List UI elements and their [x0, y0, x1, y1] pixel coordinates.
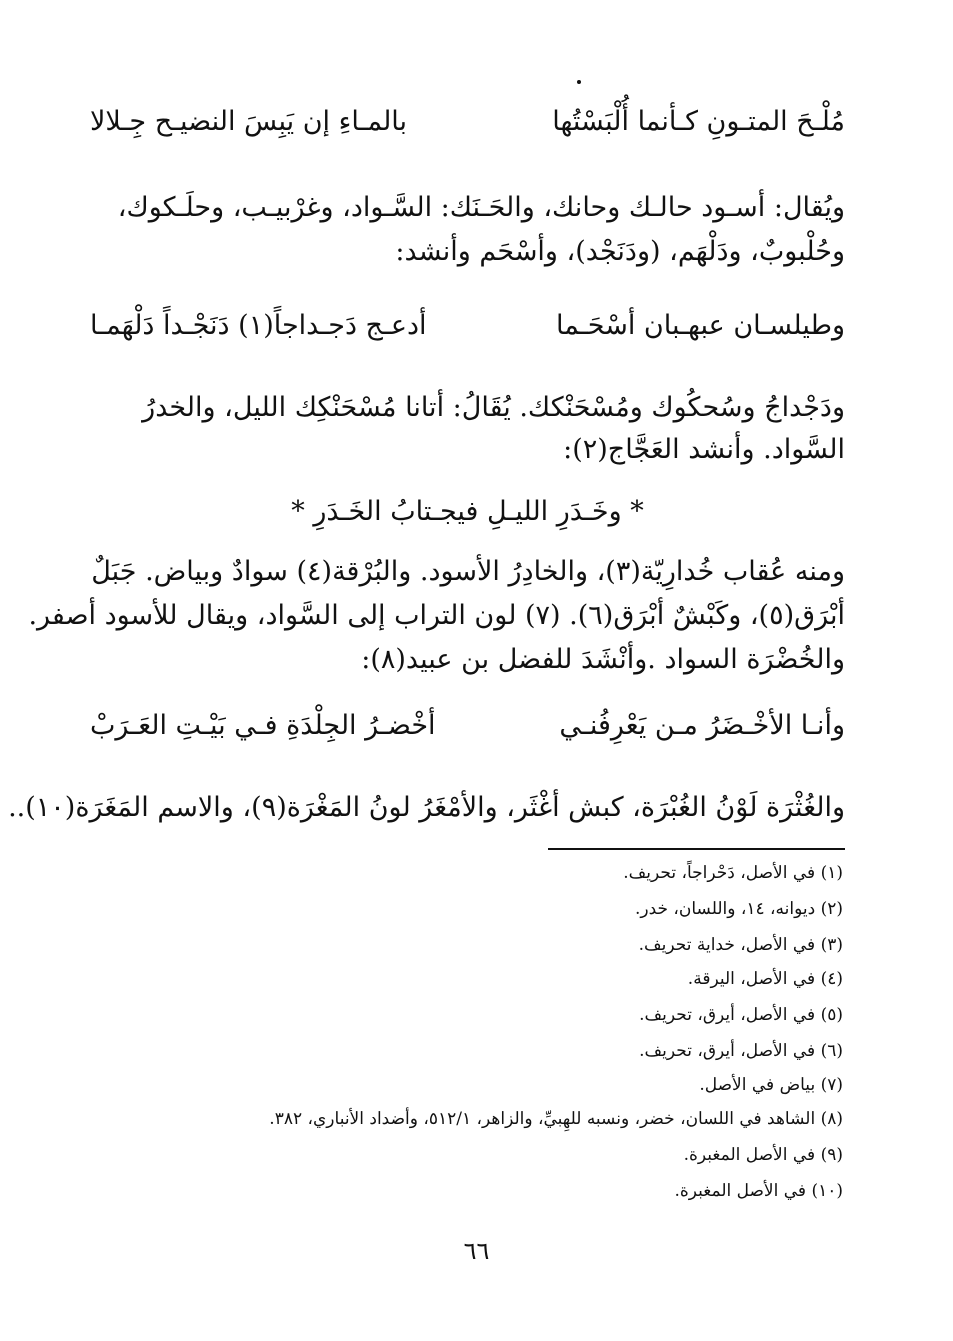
footnote-8: (٨) الشاهد في اللسان، خضر، ونسبه للهِبيِّ، والزاهر، ٥١٢/١، وأضداد الأنباري، ٣٨٢. — [269, 1109, 843, 1129]
footnote-separator — [548, 848, 845, 850]
verse-3-first-hemistich: وأنـا الأخْـضَرُ مـن يَعْرِفُنـي — [559, 710, 845, 741]
paragraph-3-line-1: ومنه عُقاب خُدارِيّة(٣)، والخادِرُ الأسود. والبُرْقة(٤) سوادٌ وبياض. جَبَلٌ — [91, 556, 845, 587]
verse-3-second-hemistich: أخْضـرُ الجِلْدَةِ فـي بَيْـتِ العَـرَبْ — [90, 710, 436, 741]
footnote-7: (٧) بياض في الأصل. — [699, 1075, 843, 1095]
verse-line-2 — [90, 306, 845, 346]
verse-1-first-hemistich: مُلْـحَ المتـونِ كـأنما أُلْبَسْتُها — [552, 106, 845, 137]
footnote-2: (٢) ديوانه، ١٤، واللسان، خدر. — [634, 899, 843, 919]
paragraph-1-line-1: ويُقال: أسـود حالـك وحانك، والحَـنَك: السَّـواد، وغرْبيـب، وحلَـكوك، — [117, 192, 845, 223]
footnote-4: (٤) في الأصل، اليرقة. — [687, 969, 843, 989]
paragraph-2-line-1: ودَجْداجُ وسُحكُوك ومُسْحَنْكك. يُقَالُ: أتانا مُسْحَنْكِك الليل، والخدرُ — [142, 392, 845, 423]
verse-2-first-hemistich: وطيلسـان عبهـبان أسْحَـما — [556, 310, 845, 341]
verse-2-second-hemistich: أدعـج دَجـداجاً(١) دَنَجْـداً دَلْهَمـا — [90, 310, 427, 341]
verse-line-3 — [90, 706, 845, 746]
footnote-5: (٥) في الأصل، أيرق، تحريف. — [639, 1005, 843, 1025]
footnote-10: (١٠) في الأصل المغبرة. — [674, 1181, 843, 1201]
paragraph-3-line-3: والخُضْرَة السواد .وأنْشَدَ للفضل بن عبيد(٨): — [361, 644, 845, 675]
paragraph-1-line-2: وحُلْبوبٌ، ودَلْهَم، (ودَنَجْد)، وأسْحَم وأنشد: — [395, 236, 845, 267]
footnote-9: (٩) في الأصل المغبرة. — [683, 1145, 843, 1165]
footnote-3: (٣) في الأصل، خداية تحريف. — [638, 935, 843, 955]
paragraph-3-line-2: أبْرَق(٥)، وكَبْشٌ أبْرَق(٦). (٧) لون التراب إلى السَّواد، ويقال للأسود أصفر. — [28, 600, 845, 631]
paragraph-4: والغُثْرَة لَوْنُ الغُبْرَة، كبش أغْثَر، والأمْغَرُ لونُ المَغْرَة(٩)، والاسم المَغَرَة(١٠).. — [8, 792, 845, 823]
verse-1-second-hemistich: بالمـاءِ إن يَبِسَ النضيـح جِـلالا — [90, 106, 408, 137]
page-number: ٦٦ — [463, 1237, 490, 1265]
stray-dot-mark — [577, 80, 581, 84]
verse-line-1 — [90, 102, 845, 142]
footnote-6: (٦) في الأصل، أيرق، تحريف. — [639, 1041, 843, 1061]
rajaz-verse: * وخَـدَرِ الليـلِ فيجـتابُ الخَـدَرِ * — [291, 496, 644, 527]
footnote-1: (١) في الأصل، دَحْراجاً، تحريف. — [623, 863, 843, 883]
paragraph-2-line-2: السَّواد. وأنشد العَجَّاج(٢): — [563, 434, 845, 465]
